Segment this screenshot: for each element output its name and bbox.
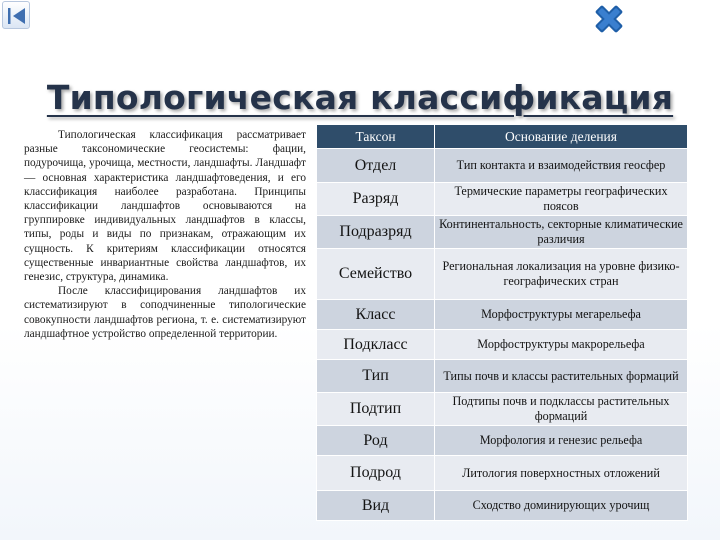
table-row <box>317 183 688 216</box>
table-row <box>317 216 688 249</box>
page-title: Типологическая классификация <box>46 78 674 117</box>
close-button[interactable] <box>592 2 626 36</box>
taxon-cell: Разряд <box>317 183 435 216</box>
basis-cell: Морфология и генезис рельефа <box>435 426 688 456</box>
table-row <box>317 456 688 491</box>
basis-cell: Термические параметры географических поясов <box>435 183 688 216</box>
table-header-row <box>317 125 688 149</box>
table-row <box>317 393 688 426</box>
taxon-cell: Семейство <box>317 249 435 300</box>
taxon-cell: Отдел <box>317 149 435 183</box>
table-row <box>317 300 688 330</box>
basis-cell: Литология поверхностных отложений <box>435 456 688 491</box>
table-row <box>317 491 688 521</box>
back-button[interactable] <box>2 1 30 29</box>
table-row <box>317 330 688 360</box>
basis-cell: Морфоструктуры макрорельефа <box>435 330 688 360</box>
table-row <box>317 360 688 393</box>
taxon-cell: Подтип <box>317 393 435 426</box>
taxon-cell: Тип <box>317 360 435 393</box>
header-basis: Основание деления <box>435 125 688 149</box>
basis-cell: Тип контакта и взаимодействия геосфер <box>435 149 688 183</box>
taxon-cell: Подрод <box>317 456 435 491</box>
taxon-cell: Подкласс <box>317 330 435 360</box>
table-row <box>317 249 688 300</box>
header-taxon: Таксон <box>317 125 435 149</box>
taxonomy-table <box>316 124 688 521</box>
table-row <box>317 149 688 183</box>
basis-cell: Подтипы почв и подклассы растительных формаций <box>435 393 688 426</box>
back-arrow-icon <box>6 5 28 27</box>
close-x-icon <box>592 2 626 36</box>
taxon-cell: Вид <box>317 491 435 521</box>
basis-cell: Типы почв и классы растительных формаций <box>435 360 688 393</box>
taxon-cell: Подразряд <box>317 216 435 249</box>
basis-cell: Сходство доминирующих урочищ <box>435 491 688 521</box>
paragraph: После классифицирования ландшафтов их систематизируют в соподчиненные типологические совокупности ландшафтов региона, т. е. систематизируют ландшафтное устройство определенной территории. <box>24 285 306 340</box>
table-row <box>317 426 688 456</box>
basis-cell: Континентальность, секторные климатические различия <box>435 216 688 249</box>
taxon-cell: Класс <box>317 300 435 330</box>
paragraph: Типологическая классификация рассматривает разные таксономические геосистемы: фации, подурочища, урочища, местности, ландшафты. Ландшафт — основная характеристика ландшафтоведения, и его классификация наиболее разработана. Принципы классификации ландшафтов основываются на группировке индивидуальных ландшафтов в классы, типы, роды и виды по признакам, отражающим их сущность. К критериям классификации относятся существенные инвариантные свойства ландшафтов, их генезис, структура, динамика. <box>24 129 306 284</box>
basis-cell: Морфоструктуры мегарельефа <box>435 300 688 330</box>
body-text <box>24 128 306 341</box>
taxon-cell: Род <box>317 426 435 456</box>
basis-cell: Региональная локализация на уровне физико-географических стран <box>435 249 688 300</box>
